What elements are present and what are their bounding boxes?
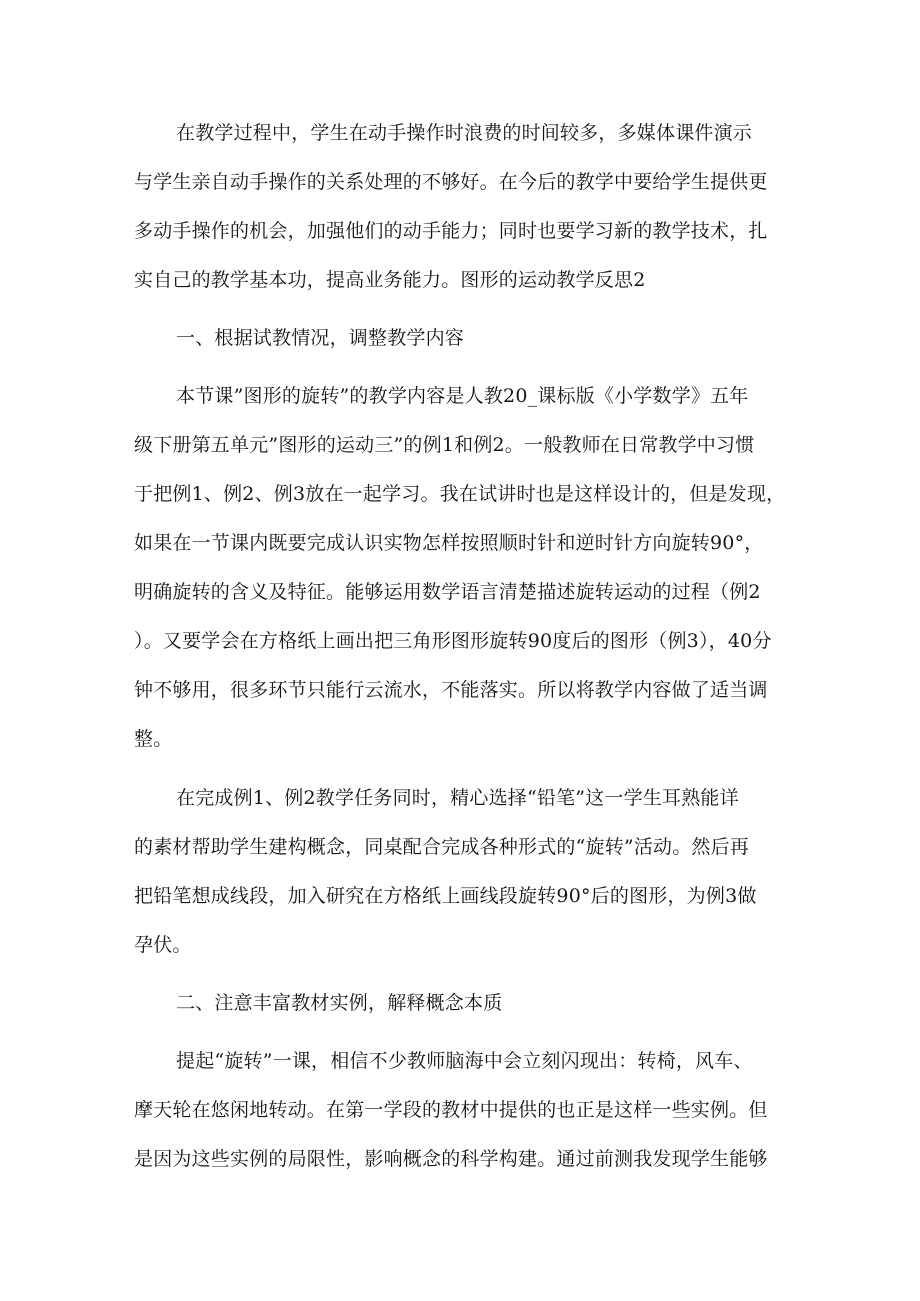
text-line: 钟不够用，很多环节只能行云流水，不能落实。所以将教学内容做了适当调 bbox=[134, 679, 768, 701]
text-line: 摩天轮在悠闲地转动。在第一学段的教材中提供的也正是这样一些实例。但 bbox=[134, 1099, 768, 1121]
text-line: 于把例1、例2、例3放在一起学习。我在试讲时也是这样设计的，但是发现， bbox=[134, 483, 786, 505]
text-line: 与学生亲自动手操作的关系处理的不够好。在今后的教学中要给学生提供更 bbox=[134, 171, 768, 193]
text-line: 整。 bbox=[134, 728, 173, 750]
text-line: 孕伏。 bbox=[134, 934, 192, 956]
text-line: 如果在一节课内既要完成认识实物怎样按照顺时针和逆时针方向旋转90°， bbox=[134, 532, 764, 554]
text-line: 实自己的教学基本功，提高业务能力。图形的运动教学反思2 bbox=[134, 269, 646, 291]
text-line: 是因为这些实例的局限性，影响概念的科学构建。通过前测我发现学生能够 bbox=[134, 1148, 768, 1170]
text-line: 在完成例1、例2教学任务同时，精心选择“铅笔”这一学生耳熟能详 bbox=[176, 787, 739, 809]
section-heading-1: 一、根据试教情况，调整教学内容 bbox=[176, 327, 465, 349]
text-line: 多动手操作的机会，加强他们的动手能力；同时也要学习新的教学技术，扎 bbox=[134, 220, 768, 242]
text-line: 明确旋转的含义及特征。能够运用数学语言清楚描述旋转运动的过程（例2 bbox=[134, 581, 761, 603]
text-line: 的素材帮助学生建构概念，同桌配合完成各种形式的“旋转”活动。然后再 bbox=[134, 836, 750, 858]
text-line: ）。又要学会在方格纸上画出把三角形图形旋转90度后的图形（例3），40分 bbox=[134, 630, 772, 652]
text-line: 级下册第五单元”图形的运动三”的例1和例2。一般教师在日常教学中习惯 bbox=[134, 434, 755, 456]
section-heading-2: 二、注意丰富教材实例，解释概念本质 bbox=[176, 992, 503, 1014]
text-line: 提起“旋转”一课，相信不少教师脑海中会立刻闪现出：转椅，风车、 bbox=[176, 1050, 753, 1072]
text-line: 在教学过程中，学生在动手操作时浪费的时间较多，多媒体课件演示 bbox=[176, 122, 753, 144]
text-line: 把铅笔想成线段，加入研究在方格纸上画线段旋转90°后的图形，为例3做 bbox=[134, 885, 757, 907]
text-line: 本节课”图形的旋转”的教学内容是人教20_课标版《小学数学》五年 bbox=[176, 385, 749, 407]
